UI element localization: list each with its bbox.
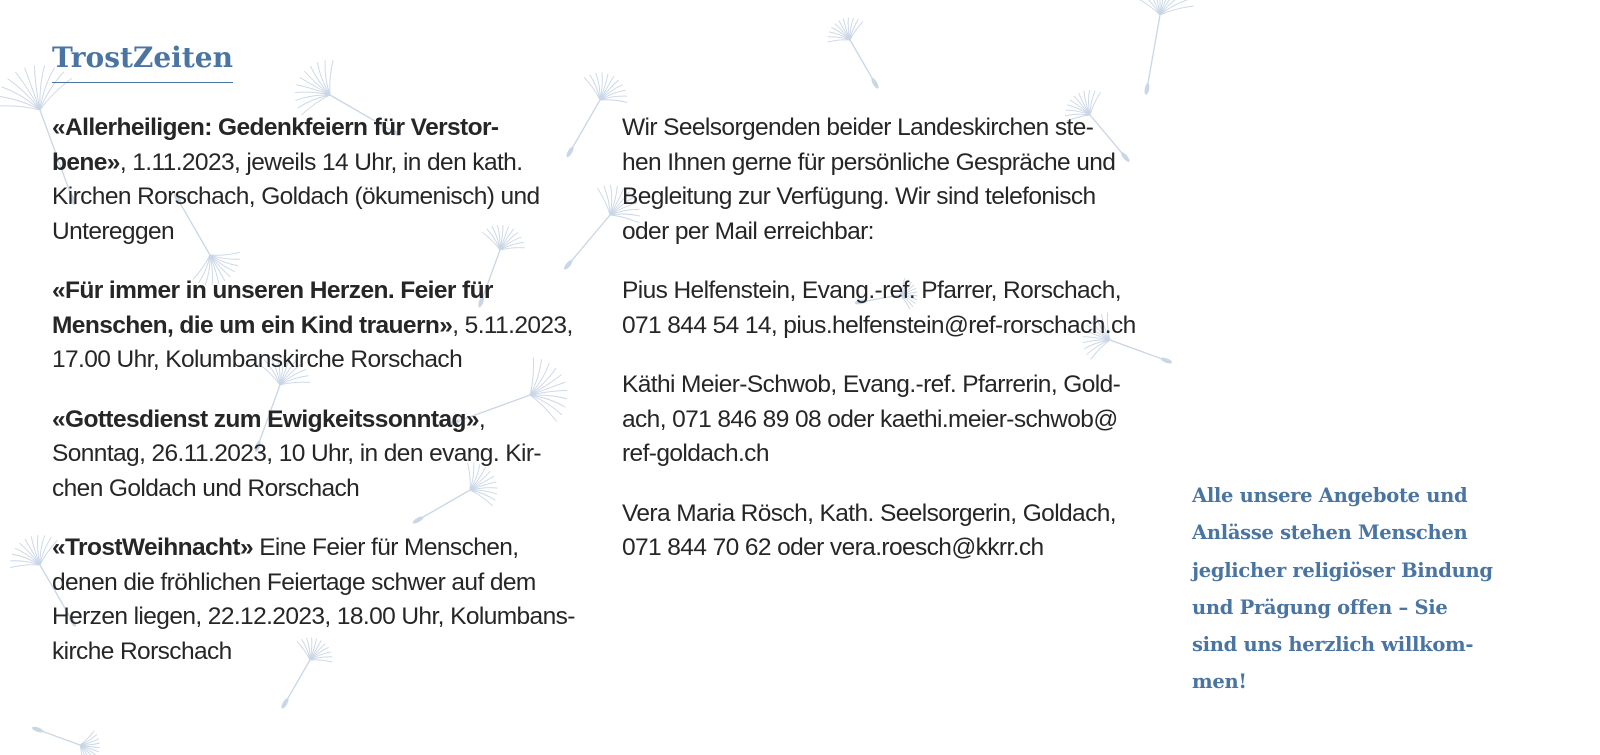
dandelion-seed	[1115, 0, 1198, 100]
text-line	[52, 437, 617, 472]
body-text: 071 844 70 62 oder vera.roesch@kkrr.ch	[622, 534, 1044, 561]
dandelion-seed	[821, 10, 896, 98]
event-entry	[52, 403, 617, 507]
bold-text: Menschen, die um ein Kind trauern»	[52, 311, 453, 339]
bold-text: «Allerheiligen: Gedenkfeiern für Verstor-	[52, 114, 499, 141]
text-line	[622, 437, 1182, 472]
body-text: Käthi Meier-Schwob, Evang.-ref. Pfarrerin, Gold-	[622, 371, 1121, 398]
body-text: Eine Feier für Menschen,	[252, 534, 519, 561]
contacts-column	[622, 111, 1182, 591]
body-text: Begleitung zur Verfügung. Wir sind telefonisch	[622, 183, 1096, 210]
text-line	[622, 368, 1182, 403]
text-line	[52, 472, 617, 507]
welcome-note	[1192, 477, 1572, 701]
events-column	[52, 111, 617, 694]
contact-entry	[622, 274, 1182, 343]
text-line	[52, 635, 617, 670]
text-line	[52, 531, 617, 566]
welcome-note-line: men!	[1192, 670, 1247, 694]
event-entry	[52, 111, 617, 249]
text-line	[52, 566, 617, 601]
body-text: , 1.11.2023, jeweils 14 Uhr, in den kath.	[119, 148, 523, 176]
text-line	[52, 274, 617, 309]
dandelion-seed	[26, 711, 105, 755]
text-line	[622, 111, 1182, 146]
text-line	[52, 146, 617, 181]
body-text: Wir Seelsorgenden beider Landeskirchen ste-	[622, 114, 1094, 141]
body-text: oder per Mail erreichbar:	[622, 217, 874, 245]
body-text: denen die fröhlichen Feiertage schwer auf dem	[52, 568, 536, 596]
body-text: , 5.11.2023,	[452, 311, 573, 339]
text-line	[622, 309, 1182, 344]
text-line	[622, 497, 1182, 532]
text-line	[622, 403, 1182, 438]
body-text: kirche Rorschach	[52, 637, 232, 665]
body-text: Vera Maria Rösch, Kath. Seelsorgerin, Goldach,	[622, 499, 1116, 527]
body-text: Kirchen Rorschach, Goldach (ökumenisch) und	[52, 183, 540, 210]
body-text: Sonntag, 26.11.2023, 10 Uhr, in den evang. Kir-	[52, 440, 541, 467]
bold-text: bene»	[52, 148, 120, 176]
body-text: ach, 071 846 89 08 oder kaethi.meier-schwob@	[622, 405, 1118, 433]
welcome-note-line: Alle unsere Angebote und	[1192, 484, 1468, 507]
text-line	[622, 215, 1182, 250]
bold-text: «Für immer in unseren Herzen. Feier für	[52, 277, 493, 304]
text-line	[52, 600, 617, 635]
body-text: Pius Helfenstein, Evang.-ref. Pfarrer, Rorschach,	[622, 277, 1121, 304]
body-text: ,	[478, 405, 486, 433]
body-text: Untereggen	[52, 217, 175, 245]
body-text: 17.00 Uhr, Kolumbanskirche Rorschach	[52, 346, 463, 373]
text-line	[622, 531, 1182, 566]
event-entry	[52, 274, 617, 378]
welcome-note-line: Anlässe stehen Menschen	[1192, 521, 1468, 545]
contact-intro	[622, 111, 1182, 249]
body-text: ref-goldach.ch	[622, 440, 769, 467]
body-text: 071 844 54 14, pius.helfenstein@ref-rorschach.ch	[622, 311, 1136, 339]
body-text: hen Ihnen gerne für persönliche Gespräche und	[622, 148, 1116, 176]
text-line	[52, 111, 617, 146]
text-line	[622, 146, 1182, 181]
event-entry	[52, 531, 617, 669]
bold-text: «TrostWeihnacht»	[52, 534, 253, 561]
body-text: chen Goldach und Rorschach	[52, 474, 360, 502]
text-line	[622, 274, 1182, 309]
welcome-note-line: jeglicher religiöser Bindung	[1192, 558, 1493, 582]
text-line	[622, 180, 1182, 215]
text-line	[52, 180, 617, 215]
page-title: TrostZeiten	[52, 42, 233, 83]
text-line	[52, 343, 617, 378]
text-line	[52, 403, 617, 438]
bold-text: «Gottesdienst zum Ewigkeitssonntag»	[52, 405, 479, 433]
text-line	[52, 309, 617, 344]
welcome-note-line: sind uns herzlich willkom-	[1192, 633, 1474, 657]
text-line	[52, 215, 617, 250]
contact-entry	[622, 368, 1182, 472]
body-text: Herzen liegen, 22.12.2023, 18.00 Uhr, Kolumbans-	[52, 603, 575, 630]
contact-entry	[622, 497, 1182, 566]
welcome-note-line: und Prägung offen – Sie	[1192, 595, 1448, 619]
